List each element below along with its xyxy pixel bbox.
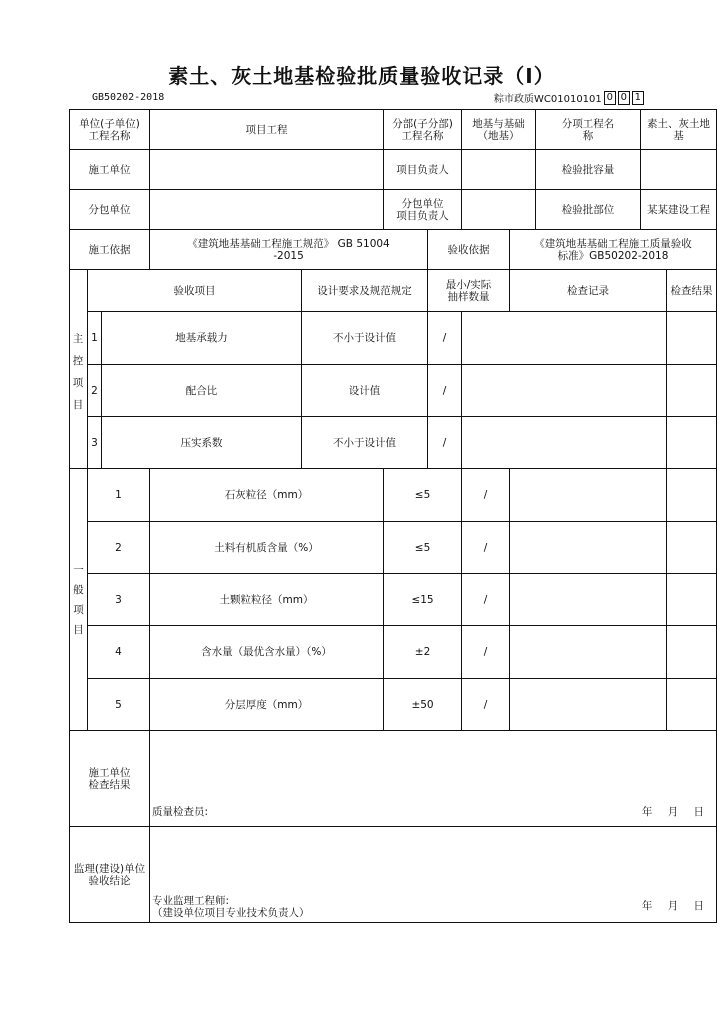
supervision-row bbox=[70, 827, 717, 923]
item-name: 配合比 bbox=[102, 365, 302, 417]
item-requirement: 不小于设计值 bbox=[302, 312, 428, 365]
construction-check-label: 施工单位 检查结果 bbox=[70, 731, 150, 827]
header-row-construction bbox=[70, 150, 717, 190]
item-record[interactable] bbox=[510, 469, 667, 522]
item-sample[interactable]: / bbox=[462, 574, 510, 626]
item-number: 1 bbox=[88, 312, 102, 365]
header-row-unit bbox=[70, 110, 717, 150]
item-record[interactable] bbox=[510, 574, 667, 626]
header-row-basis bbox=[70, 230, 717, 270]
item-result[interactable] bbox=[667, 417, 717, 469]
item-result[interactable] bbox=[667, 522, 717, 574]
division-label: 分部(子分部) 工程名称 bbox=[384, 110, 462, 150]
construction-unit-label: 施工单位 bbox=[70, 150, 150, 190]
col-result-header: 检查结果 bbox=[667, 270, 717, 312]
item-record[interactable] bbox=[462, 365, 667, 417]
unit-value[interactable]: 项目工程 bbox=[150, 110, 384, 150]
item-name: 地基承载力 bbox=[102, 312, 302, 365]
general-items-group-label: 一 般 项 目 bbox=[70, 469, 88, 731]
table-row bbox=[70, 626, 717, 679]
item-result[interactable] bbox=[667, 679, 717, 731]
project-manager-label: 项目负责人 bbox=[384, 150, 462, 190]
inspection-form-table bbox=[69, 109, 717, 923]
table-row bbox=[70, 469, 717, 522]
item-name: 压实系数 bbox=[102, 417, 302, 469]
construction-check-cell[interactable] bbox=[150, 731, 717, 827]
item-requirement: 设计值 bbox=[302, 365, 428, 417]
supervision-date: 年 月 日 bbox=[641, 900, 705, 912]
form-code-digit[interactable]: 1 bbox=[632, 91, 644, 105]
col-item-header: 验收项目 bbox=[88, 270, 302, 312]
item-record[interactable] bbox=[510, 679, 667, 731]
item-number: 2 bbox=[88, 365, 102, 417]
batch-location-value[interactable]: 某某建设工程 bbox=[641, 190, 717, 230]
header-row-subcontractor bbox=[70, 190, 717, 230]
batch-capacity-value[interactable] bbox=[641, 150, 717, 190]
item-sample[interactable]: / bbox=[462, 679, 510, 731]
supervision-cell[interactable] bbox=[150, 827, 717, 923]
sub-contractor-value[interactable] bbox=[150, 190, 384, 230]
table-row bbox=[70, 679, 717, 731]
item-record[interactable] bbox=[510, 522, 667, 574]
table-row bbox=[70, 417, 717, 469]
sub-manager-label: 分包单位 项目负责人 bbox=[384, 190, 462, 230]
item-number: 3 bbox=[88, 417, 102, 469]
acceptance-basis-value[interactable]: 《建筑地基基础工程施工质量验收 标准》GB50202-2018 bbox=[510, 230, 717, 270]
col-sample-header: 最小/实际 抽样数量 bbox=[428, 270, 510, 312]
item-number: 4 bbox=[88, 626, 150, 679]
batch-capacity-label: 检验批容量 bbox=[536, 150, 641, 190]
item-number: 5 bbox=[88, 679, 150, 731]
quality-inspector-label: 质量检查员: bbox=[152, 806, 209, 818]
acceptance-basis-label: 验收依据 bbox=[428, 230, 510, 270]
item-sample[interactable]: / bbox=[428, 417, 462, 469]
col-requirement-header: 设计要求及规范规定 bbox=[302, 270, 428, 312]
table-row bbox=[70, 365, 717, 417]
item-result[interactable] bbox=[667, 365, 717, 417]
item-requirement: ±2 bbox=[384, 626, 462, 679]
batch-location-label: 检验批部位 bbox=[536, 190, 641, 230]
supervision-label: 监理(建设)单位 验收结论 bbox=[70, 827, 150, 923]
form-code-digit[interactable]: 0 bbox=[618, 91, 630, 105]
item-requirement: ±50 bbox=[384, 679, 462, 731]
item-requirement: ≤5 bbox=[384, 469, 462, 522]
construction-check-row bbox=[70, 731, 717, 827]
item-name: 分层厚度（mm） bbox=[150, 679, 384, 731]
item-result[interactable] bbox=[667, 574, 717, 626]
construction-check-date: 年 月 日 bbox=[641, 806, 705, 818]
construction-unit-value[interactable] bbox=[150, 150, 384, 190]
item-sample[interactable]: / bbox=[462, 626, 510, 679]
subitem-label: 分项工程名 称 bbox=[536, 110, 641, 150]
item-number: 2 bbox=[88, 522, 150, 574]
item-name: 土颗粒粒径（mm） bbox=[150, 574, 384, 626]
form-code-digit[interactable]: 0 bbox=[604, 91, 616, 105]
form-code-prefix: 粽市政质WC01010101 bbox=[494, 94, 602, 105]
column-header-row bbox=[70, 270, 717, 312]
item-result[interactable] bbox=[667, 312, 717, 365]
page-title: 素土、灰土地基检验批质量验收记录（Ⅰ） bbox=[168, 64, 555, 88]
table-row bbox=[70, 574, 717, 626]
item-result[interactable] bbox=[667, 469, 717, 522]
item-sample[interactable]: / bbox=[462, 522, 510, 574]
item-result[interactable] bbox=[667, 626, 717, 679]
item-name: 石灰粒径（mm） bbox=[150, 469, 384, 522]
item-name: 含水量（最优含水量）（%） bbox=[150, 626, 384, 679]
table-row bbox=[70, 522, 717, 574]
item-requirement: ≤15 bbox=[384, 574, 462, 626]
sub-contractor-label: 分包单位 bbox=[70, 190, 150, 230]
basis-label: 施工依据 bbox=[70, 230, 150, 270]
sub-manager-value[interactable] bbox=[462, 190, 536, 230]
subitem-value[interactable]: 素土、灰土地基 bbox=[641, 110, 717, 150]
item-sample[interactable]: / bbox=[428, 312, 462, 365]
item-number: 3 bbox=[88, 574, 150, 626]
supervisor-engineer-label: 专业监理工程师: （建设单位项目专业技术负责人） bbox=[152, 895, 310, 919]
item-record[interactable] bbox=[462, 312, 667, 365]
unit-label: 单位(子单位) 工程名称 bbox=[70, 110, 150, 150]
item-record[interactable] bbox=[462, 417, 667, 469]
standard-code: GB50202-2018 bbox=[92, 92, 165, 103]
item-sample[interactable]: / bbox=[428, 365, 462, 417]
item-requirement: ≤5 bbox=[384, 522, 462, 574]
item-number: 1 bbox=[88, 469, 150, 522]
basis-value[interactable]: 《建筑地基基础工程施工规范》 GB 51004 -2015 bbox=[150, 230, 428, 270]
item-requirement: 不小于设计值 bbox=[302, 417, 428, 469]
item-name: 土料有机质含量（%） bbox=[150, 522, 384, 574]
form-code bbox=[494, 90, 644, 105]
item-record[interactable] bbox=[510, 626, 667, 679]
table-row bbox=[70, 312, 717, 365]
item-sample[interactable]: / bbox=[462, 469, 510, 522]
col-record-header: 检查记录 bbox=[510, 270, 667, 312]
main-items-group-label: 主 控 项 目 bbox=[72, 332, 84, 411]
division-value[interactable]: 地基与基础 （地基） bbox=[462, 110, 536, 150]
project-manager-value[interactable] bbox=[462, 150, 536, 190]
